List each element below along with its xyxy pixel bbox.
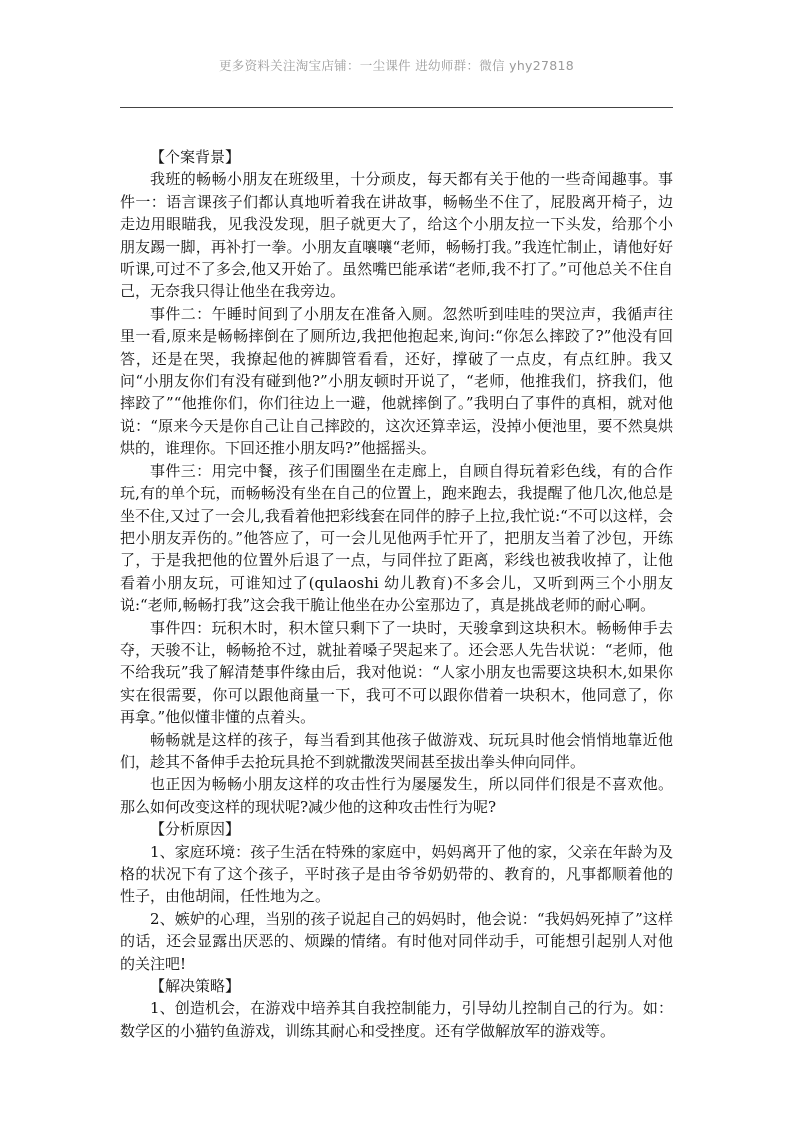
paragraph: 2、嫉妒的心理，当别的孩子说起自己的妈妈时，他会说：“我妈妈死掉了”这样的话，还会显露出厌恶的、烦躁的情绪。有时他对同伴动手，可能想引起别人对他的关注吧! (120, 909, 673, 973)
document-body (120, 146, 673, 1042)
paragraph: 也正因为畅畅小朋友这样的攻击性行为屡屡发生，所以同伴们很是不喜欢他。那么如何改变这样的现状呢?减少他的这种攻击性行为呢? (120, 775, 673, 816)
paragraph: 事件二：午睡时间到了小朋友在准备入厕。忽然听到哇哇的哭泣声，我循声往里一看,原来是畅畅摔倒在了厕所边,我把他抱起来,询问:“你怎么摔跤了?”他没有回答，还是在哭，我撩起他的裤脚管看看，还好，撑破了一点皮，有点红肿。我又问“小朋友你们有没有碰到他?”小朋友顿时开说了，“老师，他推我们，挤我们，他摔跤了”“他推你们，你们往边上一避，他就摔倒了。”我明白了事件的真相，就对他说：“原来今天是你自己让自己摔跤的，这次还算幸运，没掉小便池里，要不然臭烘烘的，谁理你。下回还推小朋友吗?”他摇摇头。 (120, 304, 673, 458)
section-heading-analysis: 【分析原因】 (150, 820, 241, 839)
paragraph: 1、家庭环境：孩子生活在特殊的家庭中，妈妈离开了他的家，父亲在年龄为及格的状况下有了这个孩子，平时孩子是由爷爷奶奶带的、教育的，凡事都顺着他的性子，由他胡闹，任性地为之。 (120, 842, 673, 906)
paragraph: 1、创造机会，在游戏中培养其自我控制能力，引导幼儿控制自己的行为。如：数学区的小猫钓鱼游戏，训练其耐心和受挫度。还有学做解放军的游戏等。 (120, 999, 673, 1040)
paragraph: 事件三：用完中餐，孩子们围圈坐在走廊上，自顾自得玩着彩色线，有的合作玩,有的单个玩，而畅畅没有坐在自己的位置上，跑来跑去，我提醒了他几次,他总是坐不住,又过了一会儿,我看着他把彩线套在同伴的脖子上拉,我忙说:“不可以这样，会把小朋友弄伤的。”他答应了，可一会儿见他两手忙开了，把朋友当着了沙包，开练了，于是我把他的位置外后退了一点，与同伴拉了距离，彩线也被我收掉了，让他看着小朋友玩，可谁知过了(qulaoshi 幼儿教育)不多会儿，又听到两三个小朋友说:“老师,畅畅打我”这会我干脆让他坐在办公室那边了，真是挑战老师的耐心啊。 (120, 461, 673, 615)
paragraph: 畅畅就是这样的孩子，每当看到其他孩子做游戏、玩玩具时他会悄悄地靠近他们，趁其不备伸手去抢玩具抢不到就撒泼哭闹甚至拔出拳头伸向同伴。 (120, 730, 673, 771)
section-heading-background: 【个案背景】 (150, 148, 241, 166)
page-header: 更多资料关注淘宝店铺：一尘课件 进幼师群：微信 yhy27818 (218, 58, 575, 73)
header-divider (120, 107, 673, 108)
paragraph: 事件四：玩积木时，积木筐只剩下了一块时，天骏拿到这块积木。畅畅伸手去夺，天骏不让，畅畅抢不过，就扯着嗓子哭起来了。还会恶人先告状说：“老师，他不给我玩”我了解清楚事件缘由后，我对他说：“人家小朋友也需要这块积木,如果你实在很需要，你可以跟他商量一下，我可不可以跟你借着一块积木，他同意了，你再拿。”他似懂非懂的点着头。 (120, 618, 673, 727)
section-heading-strategy: 【解决策略】 (150, 977, 241, 996)
paragraph: 我班的畅畅小朋友在班级里，十分顽皮，每天都有关于他的一些奇闻趣事。事件一：语言课孩子们都认真地听着我在讲故事，畅畅坐不住了，屁股离开椅子，边走边用眼瞄我，见我没发现，胆子就更大了，给这个小朋友拉一下头发，给那个小朋友踢一脚，再补打一拳。小朋友直嚷嚷“老师，畅畅打我。”我连忙制止，请他好好听课,可过不了多会,他又开始了。虽然嘴巴能承诺“老师,我不打了。”可他总关不住自己，无奈我只得让他坐在我旁边。 (120, 170, 673, 301)
